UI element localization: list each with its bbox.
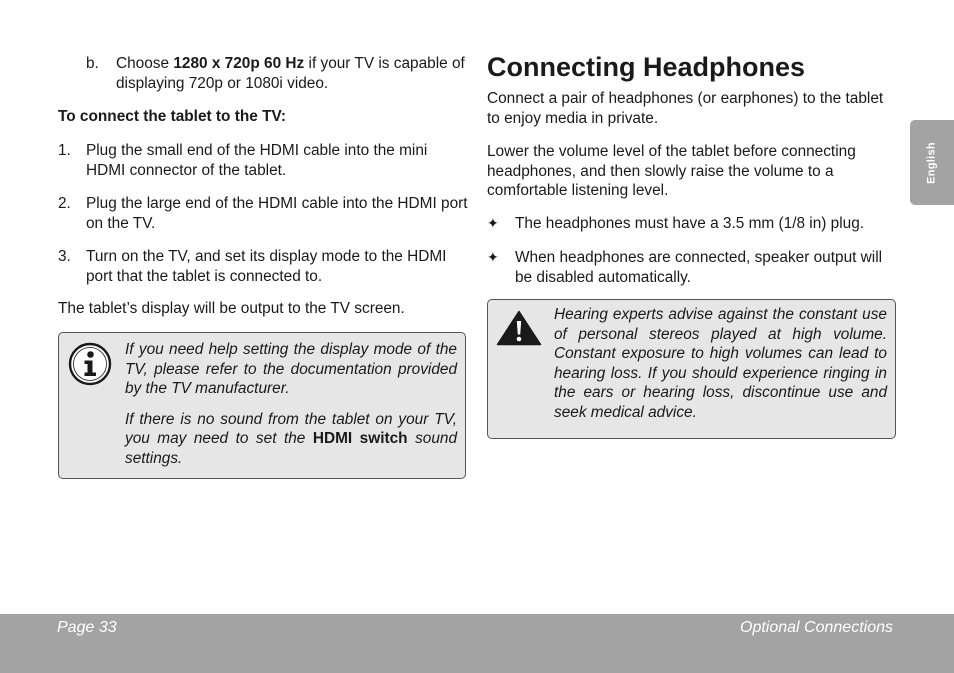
note-paragraph: If you need help setting the display mode of the TV, please refer to the documentation provided by the TV manufacturer. — [125, 341, 457, 397]
hdmi-switch-setting: HDMI switch — [312, 430, 408, 447]
warning-triangle-icon — [496, 310, 542, 346]
note-paragraph: If there is no sound from the tablet on your TV, you may need to set the HDMI switch sound settings. — [125, 410, 458, 467]
step-text: Turn on the TV, and set its display mode to the HDMI port that the tablet is connected to. — [86, 248, 447, 285]
footer-section-name: Optional Connections — [740, 619, 893, 636]
bullet-item — [487, 214, 892, 234]
page-number: Page 33 — [57, 619, 117, 636]
warning-box — [487, 299, 896, 439]
sub-item-b — [86, 54, 471, 93]
outro-text: The tablet’s display will be output to the TV screen. — [58, 300, 405, 317]
step-item — [58, 247, 468, 286]
warning-text: Hearing experts advise against the constant use of personal stereos played at high volume. Constant exposure to high volumes can lead to hearing loss. If you should experience ringing in the ears or hearing loss, discontinue use and seek medical advice. — [554, 306, 887, 421]
info-icon — [68, 342, 112, 386]
note-box — [58, 332, 466, 479]
volume-paragraph: Lower the volume level of the tablet before connecting headphones, and then slowly raise the volume to a comfortable listening level. — [487, 143, 856, 199]
language-label: English — [925, 141, 938, 184]
page-footer — [0, 614, 954, 673]
resolution-setting: 1280 x 720p 60 Hz — [173, 55, 305, 72]
bullet-star-icon: ✦ — [487, 215, 499, 231]
step-number: 1. — [58, 142, 71, 159]
note-text — [125, 340, 457, 479]
sub-item-text: Choose 1280 x 720p 60 Hz if your TV is capable of displaying 720p or 1080i video. — [116, 55, 465, 92]
language-tab — [910, 120, 954, 205]
step-text: Plug the small end of the HDMI cable into the mini HDMI connector of the tablet. — [86, 142, 428, 179]
bullet-star-icon: ✦ — [487, 249, 499, 265]
step-text: Plug the large end of the HDMI cable into the HDMI port on the TV. — [86, 195, 468, 232]
step-item — [58, 141, 468, 180]
bullet-text: When headphones are connected, speaker output will be disabled automatically. — [515, 249, 883, 286]
sub-item-marker: b. — [86, 55, 99, 72]
bullet-text: The headphones must have a 3.5 mm (1/8 in) plug. — [515, 215, 865, 232]
bullet-item — [487, 248, 892, 287]
intro-paragraph: Connect a pair of headphones (or earphones) to the tablet to enjoy media in private. — [487, 90, 884, 127]
steps-heading: To connect the tablet to the TV: — [58, 108, 287, 125]
step-number: 2. — [58, 195, 71, 212]
step-item — [58, 194, 468, 233]
section-title: Connecting Headphones — [487, 52, 806, 82]
step-number: 3. — [58, 248, 71, 265]
